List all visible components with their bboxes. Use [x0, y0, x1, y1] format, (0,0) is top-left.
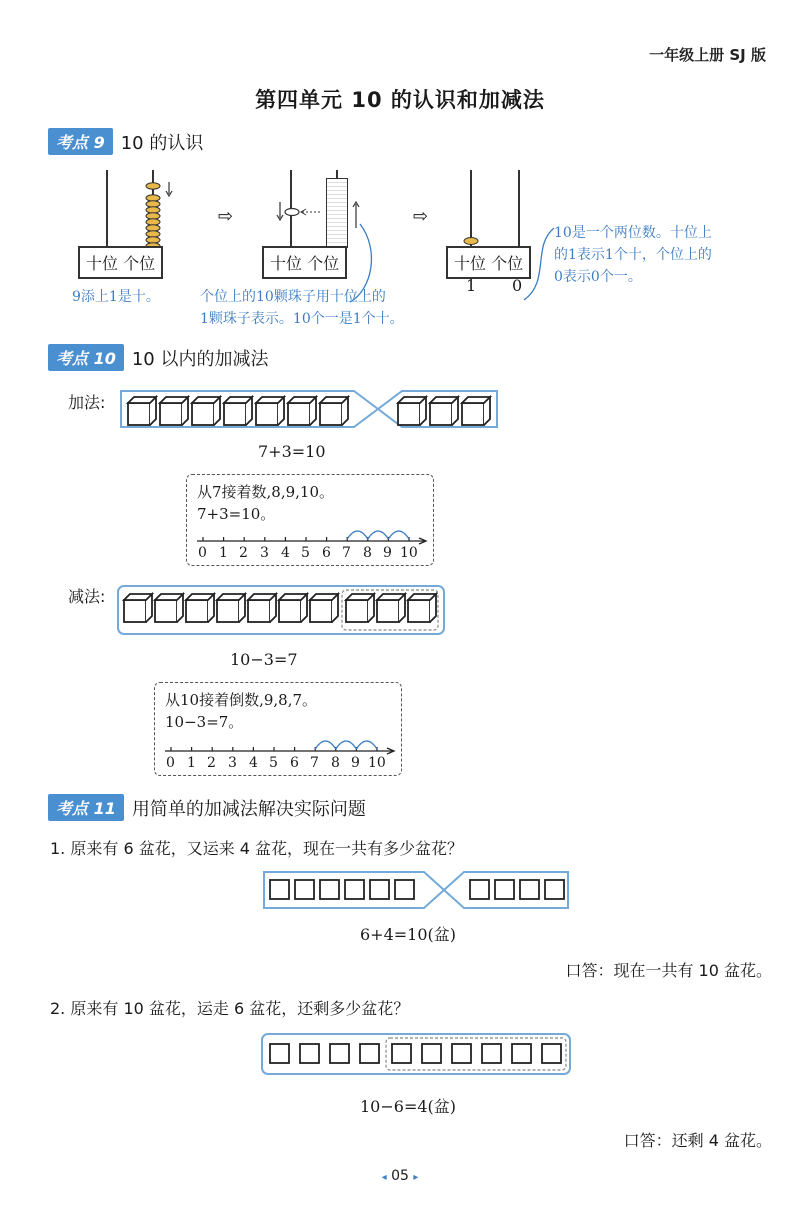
- kp9-note-3: 10是一个两位数。十位上 的1表示1个十，个位上的 0表示0个一。: [554, 225, 712, 285]
- subtraction-note-box: [154, 682, 402, 776]
- q2-answer: 口答：还剩 4 盆花。: [623, 1131, 772, 1150]
- q2-equation: 10−6=4(盆): [360, 1097, 457, 1116]
- grade-label: 一年级上册 SJ 版: [649, 46, 766, 64]
- kp11-title: 用简单的加减法解决实际问题: [131, 798, 366, 820]
- abacus-1-label: 十位 个位: [78, 246, 163, 279]
- addition-equation: 7+3=10: [258, 442, 326, 461]
- addition-cubes: [118, 387, 500, 431]
- readout-ten: 1: [466, 276, 477, 295]
- square-group-icon: [262, 870, 570, 910]
- kp9-note-2: 个位上的10颗珠子用十位上的 1颗珠子表示。10个一是1个十。: [200, 289, 404, 327]
- bead-stack-icon: [140, 178, 180, 250]
- page-title: 第四单元 10 的认识和加减法: [255, 88, 545, 112]
- question-1: 1. 原来有 6 盆花，又运来 4 盆花，现在一共有多少盆花？: [50, 839, 464, 858]
- kp11-heading: [48, 794, 366, 821]
- cube-group-icon-2: [116, 584, 446, 636]
- subtraction-equation: 10−3=7: [230, 650, 298, 669]
- subtraction-cubes: [116, 584, 446, 636]
- addition-note-box: [186, 474, 434, 566]
- q2-squares: [260, 1032, 572, 1076]
- addition-label: 加法:: [68, 393, 106, 412]
- abacus-3-label: 十位 个位: [446, 246, 531, 279]
- kp9-heading: [48, 128, 203, 155]
- subtraction-note-1: 从10接着倒数,9,8,7。: [165, 691, 318, 709]
- arrow-icon-2: ⇨: [413, 206, 429, 227]
- q1-answer: 口答：现在一共有 10 盆花。: [565, 961, 772, 980]
- q1-equation: 6+4=10(盆): [360, 925, 457, 944]
- kp11-tag: 考点 11: [48, 794, 124, 821]
- single-bead-icon: [460, 236, 482, 246]
- page-number: ◂ 05 ▸: [381, 1168, 419, 1184]
- arrow-icon: ⇨: [218, 206, 234, 227]
- abacus-2-label: 十位 个位: [262, 246, 347, 279]
- cube-group-icon: [118, 387, 500, 431]
- square-group-icon-2: [260, 1032, 572, 1076]
- subtraction-label: 减法:: [68, 587, 106, 606]
- kp9-title: 10 的认识: [120, 132, 204, 154]
- number-line-sub-labels: 0 1 2 3 4 5 6 7 8 9 10: [166, 755, 386, 771]
- abacus-1: [78, 170, 178, 280]
- readout-one: 0: [512, 276, 523, 295]
- kp9-note-1: 9添上1是十。: [72, 289, 160, 305]
- kp10-heading: [48, 344, 268, 371]
- question-2: 2. 原来有 10 盆花，运走 6 盆花，还剩多少盆花？: [50, 999, 410, 1018]
- number-line-add: [193, 525, 429, 545]
- addition-note-1: 从7接着数,8,9,10。: [197, 483, 335, 501]
- kp10-tag: 考点 10: [48, 344, 124, 371]
- q1-squares: [262, 870, 570, 910]
- kp10-title: 10 以内的加减法: [131, 348, 269, 370]
- addition-note-2: 7+3=10。: [197, 505, 276, 523]
- right-chevron-icon: ▸: [413, 1172, 419, 1183]
- number-line-sub: [161, 735, 397, 755]
- subtraction-note-2: 10−3=7。: [165, 713, 244, 731]
- number-line-add-labels: 0 1 2 3 4 5 6 7 8 9 10: [198, 545, 418, 561]
- kp9-tag: 考点 9: [48, 128, 113, 155]
- left-chevron-icon: ◂: [381, 1172, 387, 1183]
